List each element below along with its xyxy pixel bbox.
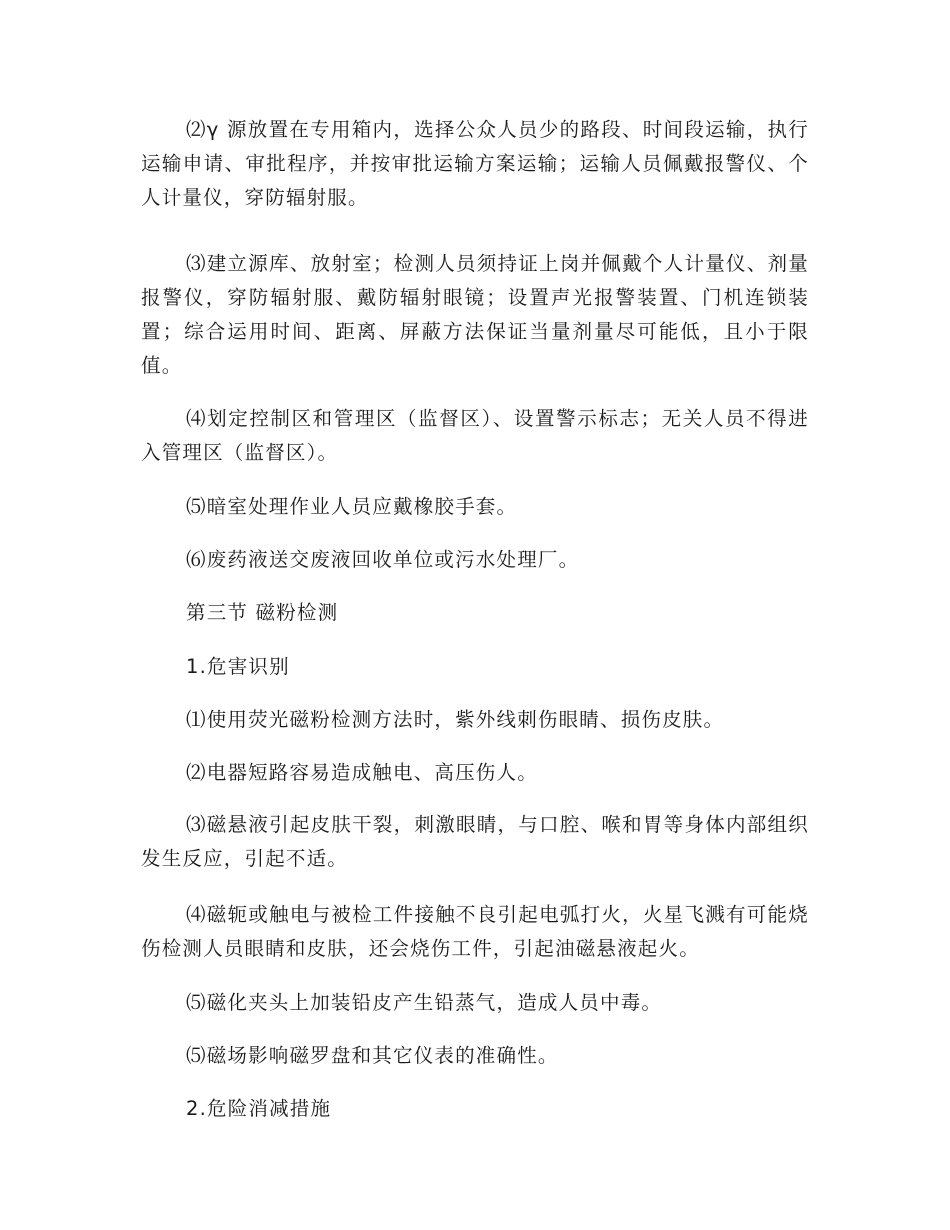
- section-heading-magnetic-testing: 第三节 磁粉检测: [186, 601, 339, 624]
- paragraph-darkroom: ⑸暗室处理作业人员应戴橡胶手套。: [186, 495, 518, 518]
- paragraph-control-zone: ⑷划定控制区和管理区（监督区）、设置警示标志；无关人员不得进入管理区（监督区）。: [141, 407, 809, 464]
- paragraph-uv-hazard: ⑴使用荧光磁粉检测方法时，紫外线刺伤眼睛、损伤皮肤。: [186, 708, 725, 731]
- paragraph-source-storage: ⑶建立源库、放射室；检测人员须持证上岗并佩戴个人计量仪、剂量报警仪，穿防辐射服、戴防辐射眼镜；设置声光报警装置、门机连锁装置；综合运用时间、距离、屏蔽方法保证当量剂量尽可能低，且小于限值。: [141, 252, 809, 377]
- paragraph-electric-shock: ⑵电器短路容易造成触电、高压伤人。: [186, 761, 538, 784]
- paragraph-lead-vapor: ⑸磁化夹头上加装铅皮产生铅蒸气，造成人员中毒。: [186, 991, 663, 1014]
- subheading-hazard-identification: 1.危害识别: [186, 655, 290, 678]
- paragraph-waste-liquid: ⑹废药液送交废液回收单位或污水处理厂。: [186, 548, 580, 571]
- paragraph-magnetic-field: ⑸磁场影响磁罗盘和其它仪表的准确性。: [186, 1044, 559, 1067]
- subheading-risk-mitigation: 2.危险消减措施: [186, 1097, 332, 1120]
- paragraph-arc-spark: ⑷磁轭或触电与被检工件接触不良引起电弧打火，火星飞溅有可能烧伤检测人员眼睛和皮肤，还会烧伤工件，引起油磁悬液起火。: [141, 903, 809, 960]
- paragraph-magnetic-suspension: ⑶磁悬液引起皮肤干裂，刺激眼睛，与口腔、喉和胃等身体内部组织发生反应，引起不适。: [141, 813, 809, 870]
- paragraph-gamma-source-transport: ⑵γ 源放置在专用箱内，选择公众人员少的路段、时间段运输，执行运输申请、审批程序，并按审批运输方案运输；运输人员佩戴报警仪、个人计量仪，穿防辐射服。: [141, 118, 809, 209]
